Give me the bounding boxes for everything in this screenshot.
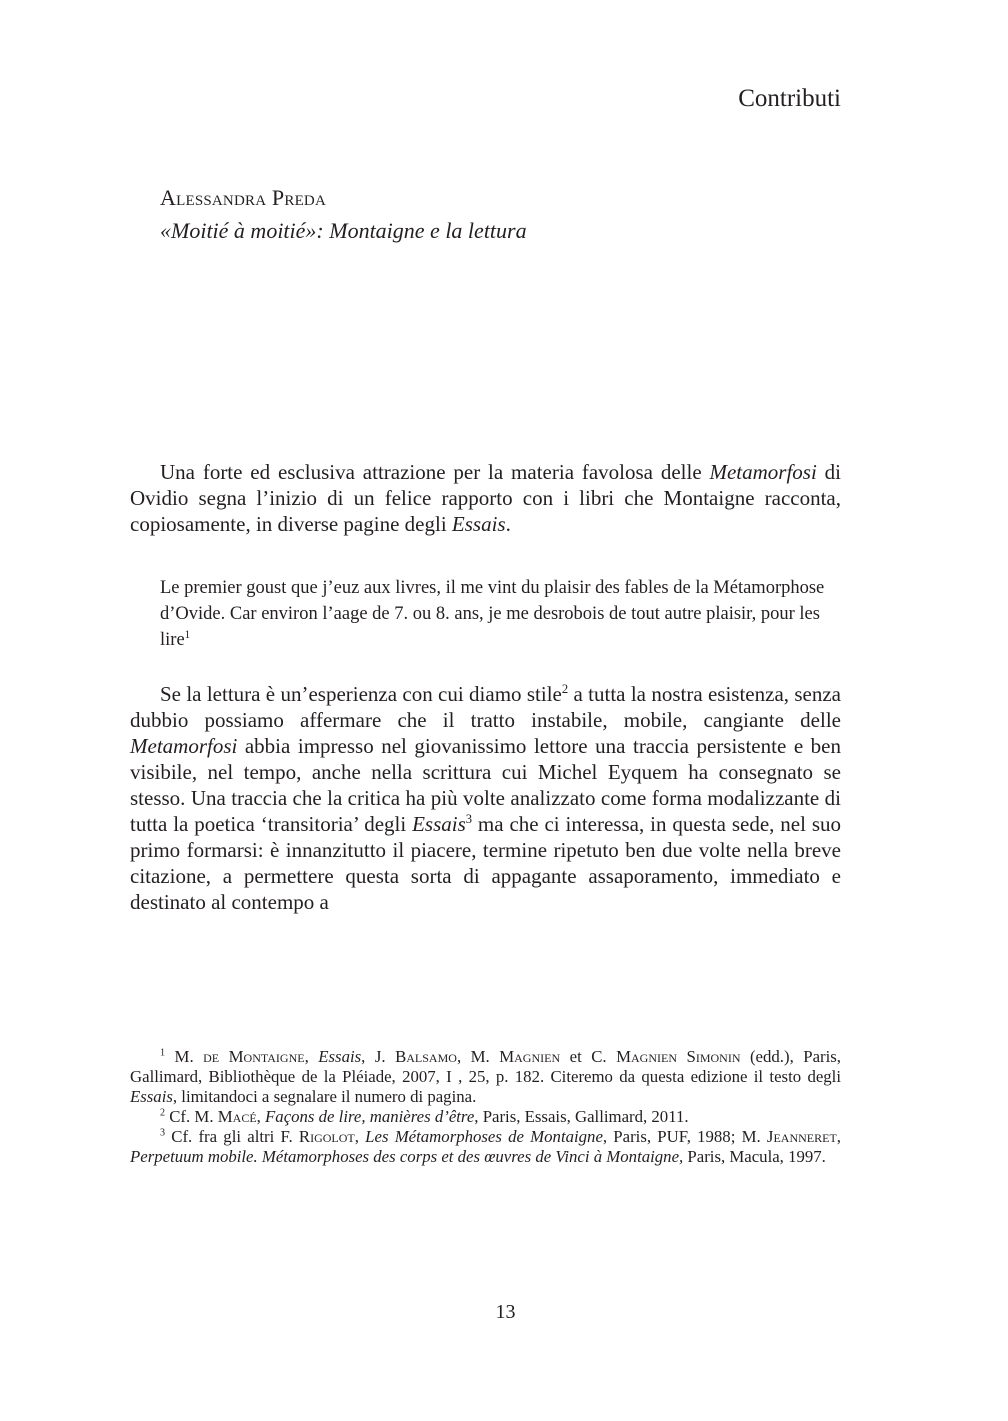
footnote-ref-3: 3: [465, 812, 473, 826]
footnote-3: $^3$ Cf. fra gli altri F. Rigolot, Les Métamorphoses de Montaigne, Paris, PUF, 1988; M. Jeanneret, Perpetuum mobile. Métamorphoses des corps et des œuvres de Vinci à Montaigne, Paris, Macula, 1997.: [130, 1127, 841, 1166]
footnotes: [130, 1047, 841, 1167]
section-label: Contributi: [738, 85, 841, 112]
footnote-1: $^1$ M. de Montaigne, Essais, J. Balsamo, M. Magnien et C. Magnien Simonin (edd.), Paris, Gallimard, Bibliothèque de la Pléiade, 2007, I , 25, p. 182. Citeremo da questa edizione il testo degli Essais, limitandoci a segnalare il numero di pagina.: [130, 1047, 842, 1106]
footnote-ref-1: 1: [184, 628, 191, 641]
body-paragraph-1: Una forte ed esclusiva attrazione per la materia favolosa delle Metamorfosi di Ovidio segna l’inizio di un felice rapporto con i libri che Montaigne racconta, copiosamente, in diverse pagine degli Essais.: [130, 460, 841, 536]
footnote-2: $^2$ Cf. M. Macé, Façons de lire, manières d’être, Paris, Essais, Gallimard, 2011.: [160, 1107, 689, 1126]
footnote-ref-2: 2: [561, 682, 569, 696]
body-paragraph-2: Se la lettura è un’esperienza con cui diamo stile$^2$ a tutta la nostra esistenza, senza dubbio possiamo affermare che il tratto instabile, mobile, cangiante delle Metamorfosi abbia impresso nel giovanissimo lettore una traccia persistente e ben visibile, nel tempo, anche nella scrittura cui Michel Eyquem ha consegnato se stesso. Una traccia che la critica ha più volte analizzato come forma modalizzante di tutta la poetica ‘transitoria’ degli Essais$^3$ ma che ci interessa, in questa sede, nel suo primo formarsi: è innanzitutto il piacere, termine ripetuto ben due volte nella breve citazione, a permettere questa sorta di appagante assaporamento, immediato e destinato al contempo a: [130, 682, 841, 914]
page-number: 13: [495, 1301, 516, 1323]
article-author: Alessandra Preda: [160, 185, 327, 210]
block-quote: Le premier goust que j’euz aux livres, il me vint du plaisir des fables de la Métamorphose d’Ovide. Car environ l’aage de 7. ou 8. ans, je me desrobois de tout autre plaisir, pour les lire$^1$: [160, 578, 825, 650]
article-title: «Moitié à moitié»: Montaigne e la lettura: [160, 218, 527, 243]
